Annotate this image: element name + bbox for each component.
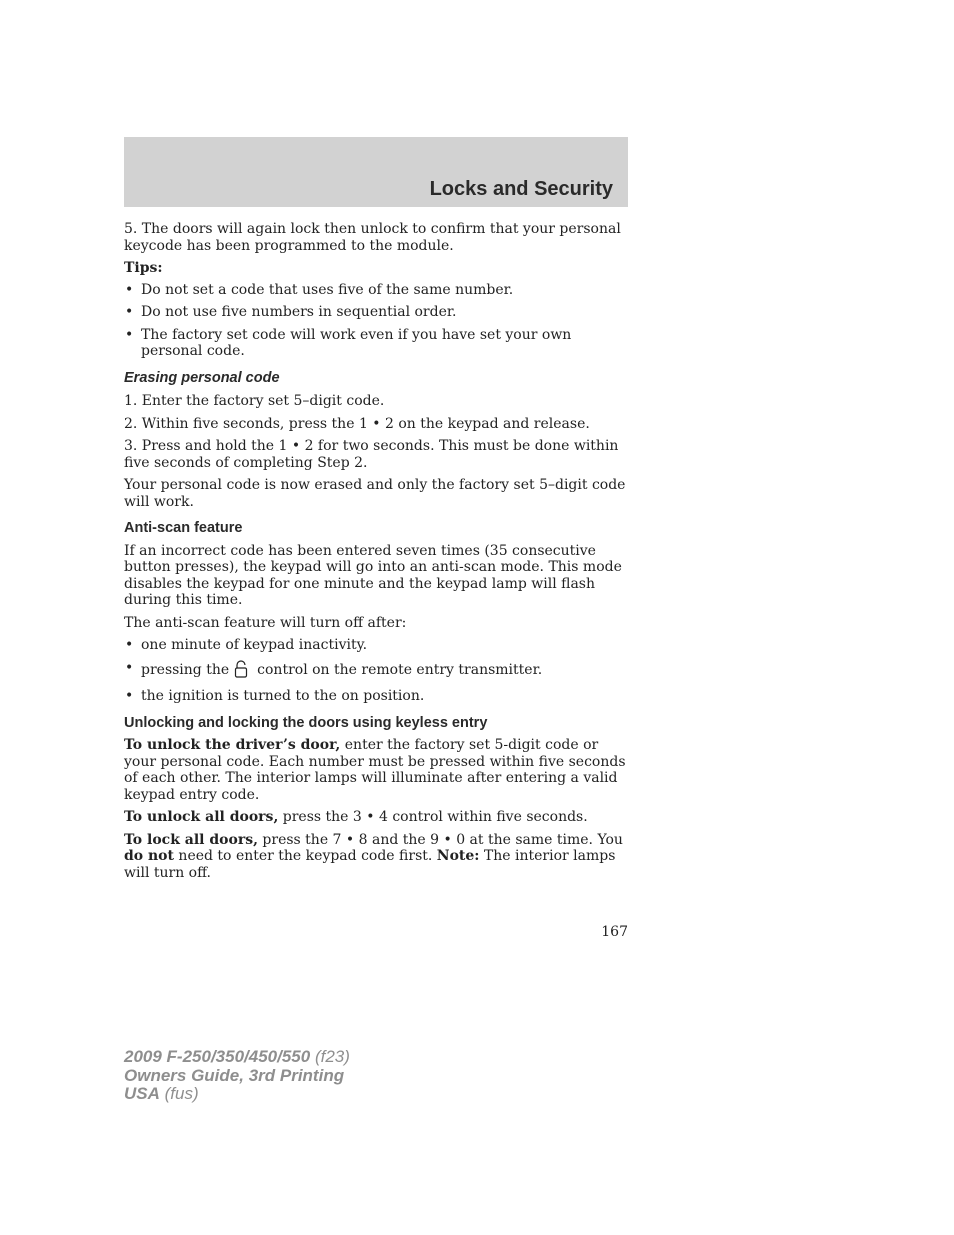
footer-line-1: 2009 F-250/350/450/550 (f23) bbox=[124, 1047, 350, 1066]
unlock-icon bbox=[234, 660, 250, 683]
list-item: • Do not use five numbers in sequential order. bbox=[125, 304, 457, 320]
erasing-heading: Erasing personal code bbox=[124, 369, 280, 386]
tips-label: Tips: bbox=[124, 260, 163, 276]
section-header bbox=[124, 137, 628, 207]
erasing-step-1: 1. Enter the factory set 5–digit code. bbox=[124, 393, 385, 409]
bullet-icon: • bbox=[125, 659, 134, 676]
bullet-icon: • bbox=[125, 326, 134, 343]
list-item: • one minute of keypad inactivity. bbox=[125, 637, 368, 653]
list-item: • The factory set code will work even if you have set your own personal code. bbox=[125, 326, 572, 359]
erasing-note: Your personal code is now erased and only the factory set 5–digit code will work. bbox=[124, 477, 626, 510]
footer-line-3: USA (fus) bbox=[124, 1084, 199, 1103]
anti-scan-intro: The anti-scan feature will turn off after: bbox=[124, 614, 407, 631]
lock-all-paragraph: To lock all doors, press the 7 • 8 and the 9 • 0 at the same time. You do not need to enter the keypad code first. Note: The interior lamps will turn off. bbox=[124, 831, 623, 881]
footer-line-2: Owners Guide, 3rd Printing bbox=[124, 1065, 345, 1085]
erasing-step-2: 2. Within five seconds, press the 1 • 2 on the keypad and release. bbox=[124, 415, 590, 432]
page-content bbox=[124, 221, 630, 887]
anti-scan-heading: Anti-scan feature bbox=[124, 520, 243, 536]
list-item: • pressing the control on the remote entry transmitter. bbox=[124, 660, 630, 683]
bullet-icon: • bbox=[125, 281, 134, 298]
anti-scan-paragraph: If an incorrect code has been entered seven times (35 consecutive button presses), the keypad will go into an anti-scan mode. This mode disables the keypad for one minute and the keypad lamp will flash during this time. bbox=[124, 542, 622, 608]
anti-scan-list bbox=[124, 637, 630, 705]
erasing-step-3: 3. Press and hold the 1 • 2 for two seconds. This must be done within five seconds of completing Step 2. bbox=[124, 438, 619, 471]
bullet-icon: • bbox=[125, 637, 134, 653]
list-item: • Do not set a code that uses five of the same number. bbox=[125, 281, 514, 298]
page-number: 167 bbox=[601, 924, 628, 940]
footer bbox=[124, 1048, 350, 1104]
tips-list bbox=[124, 282, 630, 360]
bullet-icon: • bbox=[125, 304, 134, 320]
list-item: • the ignition is turned to the on position. bbox=[125, 688, 425, 704]
keyless-heading: Unlocking and locking the doors using keyless entry bbox=[124, 714, 488, 731]
bullet-icon: • bbox=[125, 688, 134, 704]
step-5-paragraph: 5. The doors will again lock then unlock to confirm that your personal keycode has been programmed to the module. bbox=[124, 221, 621, 254]
section-title: Locks and Security bbox=[429, 178, 613, 200]
unlock-all-paragraph: To unlock all doors, press the 3 • 4 control within five seconds. bbox=[124, 809, 588, 825]
unlock-driver-paragraph: To unlock the driver’s door, enter the factory set 5-digit code or your personal code. Each number must be pressed within five seconds of each other. The interior lamps will illuminate after entering a valid keypad entry code. bbox=[124, 737, 626, 803]
